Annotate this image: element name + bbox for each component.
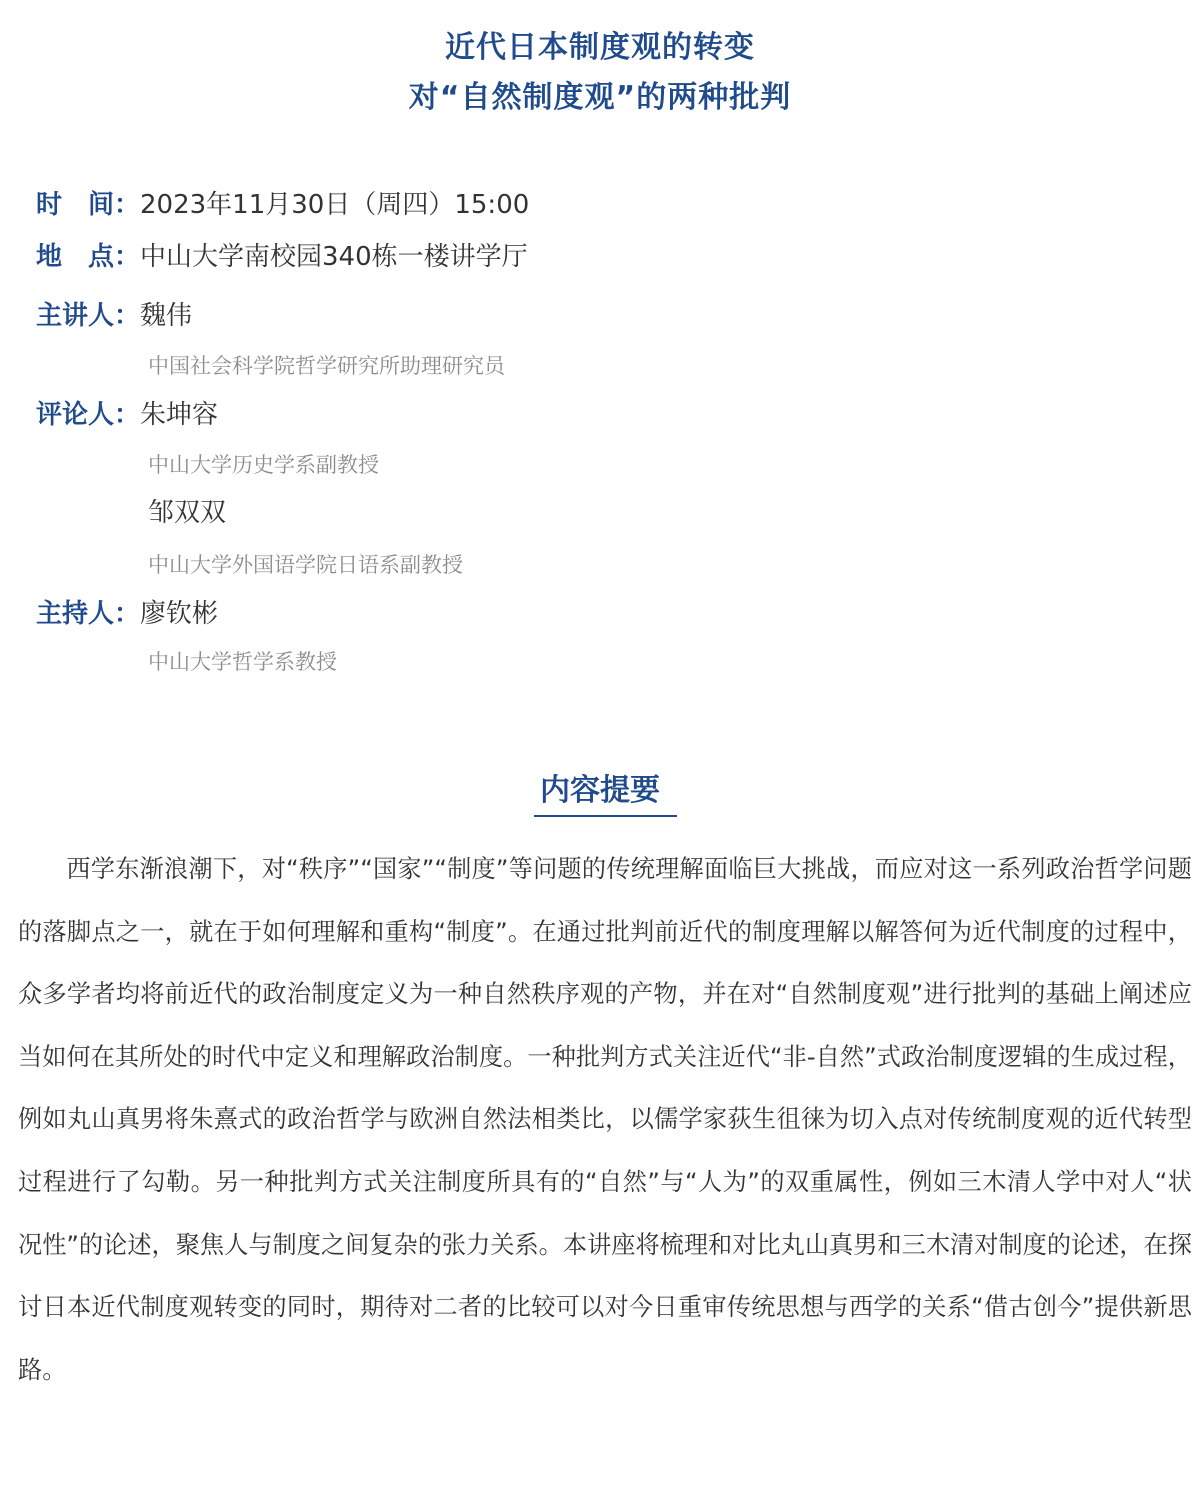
commentator-label: 评论人：	[36, 399, 141, 430]
speaker-affiliation: 中国社会科学院哲学研究所助理研究员	[148, 354, 505, 378]
place-value: 中山大学南校园340栋一楼讲学厅	[140, 241, 528, 272]
abstract-heading: 内容提要	[540, 773, 660, 808]
time-label: 时 间：	[36, 189, 141, 220]
commentator-name-1: 朱坤容	[140, 399, 219, 430]
commentator-name-2: 邹双双	[148, 498, 227, 528]
speaker-label: 主讲人：	[36, 300, 141, 331]
event-title: 近代日本制度观的转变	[445, 30, 755, 65]
commentator-affiliation-2: 中山大学外国语学院日语系副教授	[148, 553, 463, 577]
place-label: 地 点：	[36, 241, 141, 272]
time-value: 2023年11月30日（周四）15:00	[140, 189, 530, 220]
commentator-row	[36, 392, 218, 432]
host-label: 主持人：	[36, 598, 141, 629]
abstract-body: 西学东渐浪潮下，对“秩序”“国家”“制度”等问题的传统理解面临巨大挑战，而应对这一系列政治哲学问题的落脚点之一，就在于如何理解和重构“制度”。在通过批判前近代的制度理解以解答何为近代制度的过程中，众多学者均将前近代的政治制度定义为一种自然秩序观的产物，并在对“自然制度观”进行批判的基础上阐述应当如何在其所处的时代中定义和理解政治制度。一种批判方式关注近代“非-自然”式政治制度逻辑的生成过程，例如丸山真男将朱熹式的政治哲学与欧洲自然法相类比，以儒学家荻生徂徕为切入点对传统制度观的近代转型过程进行了勾勒。另一种批判方式关注制度所具有的“自然”与“人为”的双重属性，例如三木清人学中对人“状况性”的论述，聚焦人与制度之间复杂的张力关系。本讲座将梳理和对比丸山真男和三木清对制度的论述，在探讨日本近代制度观转变的同时，期待对二者的比较可以对今日重审传统思想与西学的关系“借古创今”提供新思路。	[18, 855, 1192, 1384]
host-affiliation: 中山大学哲学系教授	[148, 650, 337, 674]
place-row	[36, 234, 528, 274]
speaker-row	[36, 293, 192, 333]
host-name: 廖钦彬	[140, 598, 219, 629]
event-subtitle: 对“自然制度观”的两种批判	[408, 80, 792, 115]
host-row	[36, 591, 218, 631]
speaker-name: 魏伟	[140, 300, 193, 331]
time-row	[36, 182, 529, 222]
commentator-affiliation-1: 中山大学历史学系副教授	[148, 453, 379, 477]
abstract-heading-underline	[534, 815, 677, 817]
